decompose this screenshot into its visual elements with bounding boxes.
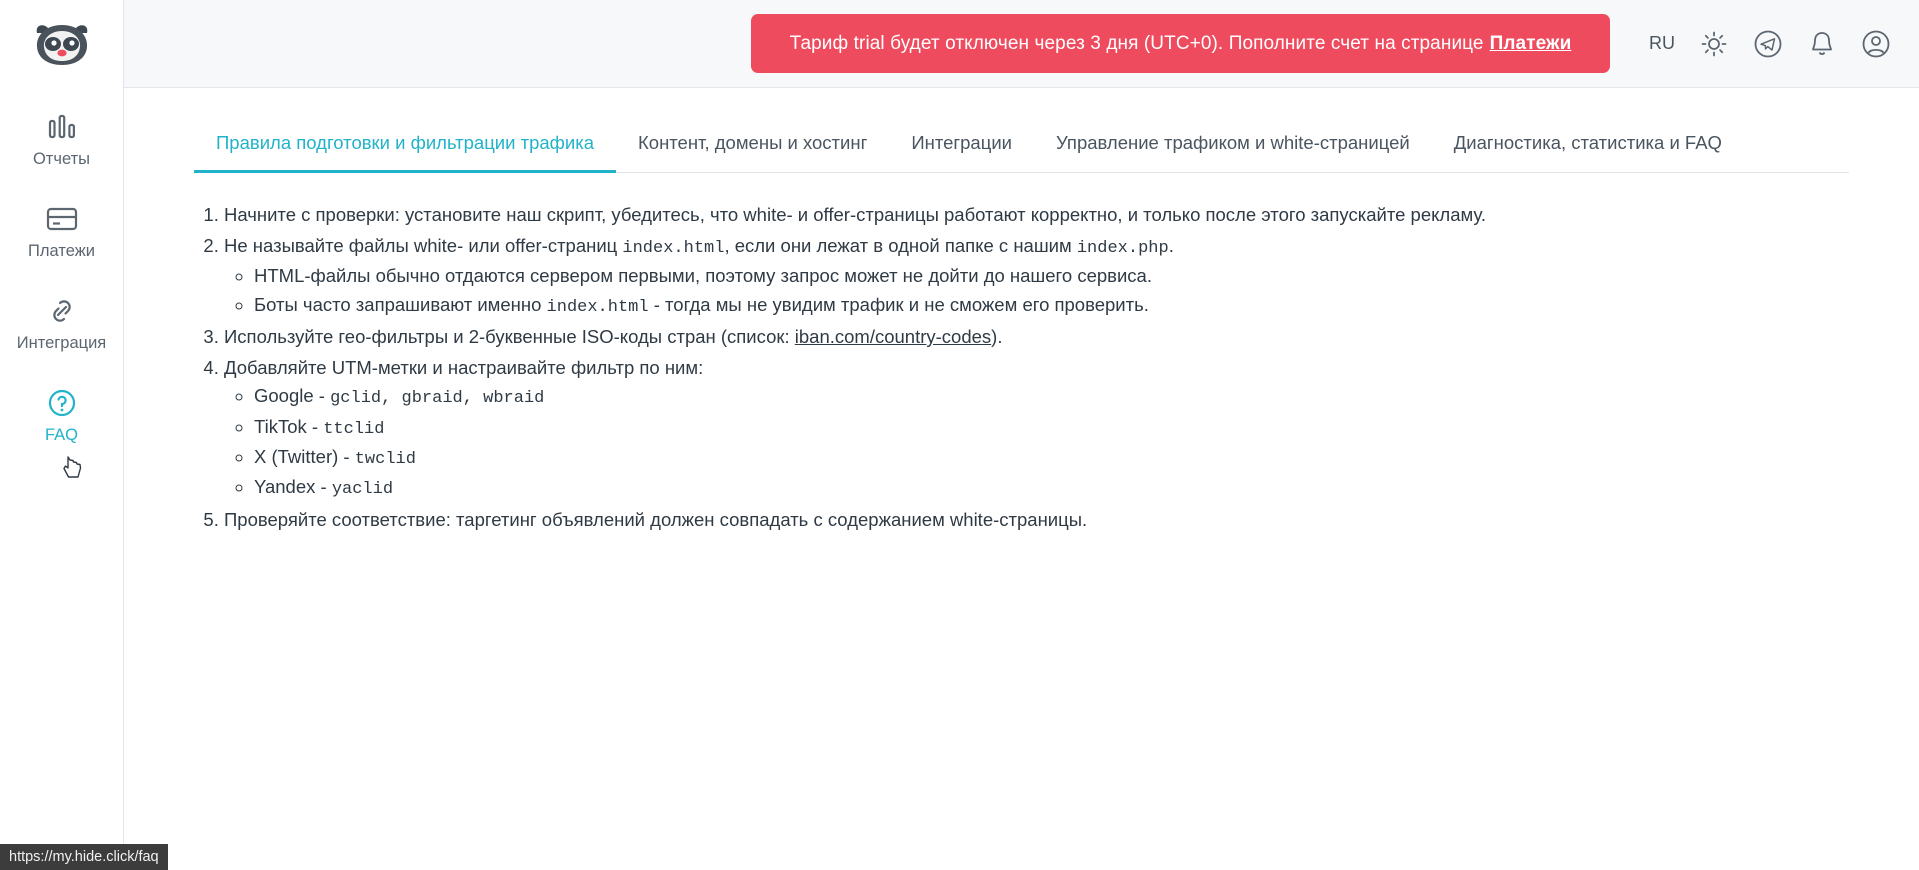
banner-payments-link[interactable]: Платежи (1489, 32, 1572, 54)
trial-warning-banner (751, 14, 1610, 73)
topbar (124, 0, 1919, 88)
telegram-icon[interactable] (1753, 29, 1783, 59)
question-circle-icon (45, 386, 79, 420)
text-fragment: Начните с проверки: установите наш скрипт, убедитесь, что white- и offer-страницы работают корректно, и только после этого запускайте рекламу. (224, 204, 1486, 225)
text-fragment: Google - (254, 385, 331, 407)
sidebar-item-label: Отчеты (32, 150, 91, 168)
step-item (224, 323, 1849, 352)
inline-code: yaclid (331, 480, 394, 500)
text-fragment: TikTok - (254, 415, 324, 437)
inline-code: gclid, gbraid, wbraid (330, 389, 545, 409)
sub-list (224, 382, 1849, 503)
sub-item (254, 473, 1849, 503)
text-fragment: HTML-файлы обычно отдаются сервером первыми, поэтому запрос может не дойти до нашего сервиса. (254, 265, 1152, 287)
sidebar-nav (0, 104, 123, 449)
sidebar-item-label: FAQ (44, 426, 78, 445)
mouse-cursor (62, 455, 84, 481)
step-item (224, 232, 1849, 321)
text-fragment: Не называйте файлы white- или offer-страниц (224, 234, 623, 256)
text-fragment: . (1168, 234, 1174, 256)
notifications-icon[interactable] (1807, 29, 1837, 59)
account-icon[interactable] (1861, 29, 1891, 59)
text-fragment: - тогда мы не увидим трафик и не сможем его проверить. (648, 293, 1149, 315)
sub-item (254, 413, 1849, 443)
inline-code: twclid (354, 450, 416, 470)
text-fragment: , если они лежат в одной папке с нашим (724, 234, 1077, 256)
text-fragment: Проверяйте соответствие: таргетинг объявлений должен совпадать с содержанием white-страницы. (224, 508, 1088, 530)
step-item (224, 201, 1849, 230)
sub-item (254, 291, 1849, 321)
credit-card-icon (45, 202, 79, 236)
sub-item (254, 262, 1849, 291)
tab-traffic-white-page[interactable]: Управление трафиком и white-страницей (1056, 132, 1410, 153)
sidebar-item-integration[interactable] (0, 288, 123, 356)
raccoon-logo[interactable] (0, 0, 124, 88)
banner-text: Тариф trial будет отключен через 3 дня (UTC+0). Пополните счет на странице (789, 32, 1484, 54)
status-bar-url: https://my.hide.click/faq (0, 844, 168, 870)
sidebar-item-faq[interactable] (0, 380, 123, 448)
sidebar-item-label: Интеграция (16, 334, 107, 353)
inline-code: index.html (546, 297, 649, 317)
language-switcher[interactable]: RU (1649, 33, 1675, 53)
theme-toggle-icon[interactable] (1699, 29, 1729, 59)
step-item (224, 506, 1849, 535)
text-fragment: Yandex - (254, 476, 332, 498)
tab-traffic-rules[interactable]: Правила подготовки и фильтрации трафика (194, 118, 616, 173)
bar-chart-icon (45, 110, 79, 144)
link-icon (45, 294, 79, 328)
tab-content-domains-hosting[interactable]: Контент, домены и хостинг (638, 132, 868, 153)
text-fragment: Добавляйте UTM-метки и настраивайте фильтр по ним: (224, 356, 704, 378)
steps-list (194, 201, 1849, 534)
inline-code: index.php (1076, 238, 1169, 258)
sub-item (254, 443, 1849, 473)
faq-article (124, 173, 1919, 534)
tab-integrations[interactable]: Интеграции (911, 132, 1012, 153)
sub-list (224, 262, 1849, 321)
tab-diagnostics-stats-faq[interactable]: Диагностика, статистика и FAQ (1453, 132, 1722, 153)
text-fragment: Используйте гео-фильтры и 2-буквенные ISO-коды стран (список: (224, 326, 795, 348)
inline-link[interactable]: iban.com/country-codes (794, 326, 992, 348)
inline-code: index.html (622, 238, 725, 258)
faq-tabs (194, 88, 1849, 173)
sidebar-item-reports[interactable] (0, 104, 123, 172)
text-fragment: X (Twitter) - (254, 446, 355, 468)
sub-item (254, 382, 1849, 412)
step-item (224, 354, 1849, 504)
sidebar (0, 0, 124, 870)
inline-code: ttclid (323, 419, 385, 439)
sidebar-item-payments[interactable] (0, 196, 123, 264)
main-content (124, 88, 1919, 870)
text-fragment: ). (991, 326, 1003, 348)
text-fragment: Боты часто запрашивают именно (254, 293, 547, 315)
sidebar-item-label: Платежи (28, 242, 95, 261)
topbar-actions (1649, 29, 1891, 59)
